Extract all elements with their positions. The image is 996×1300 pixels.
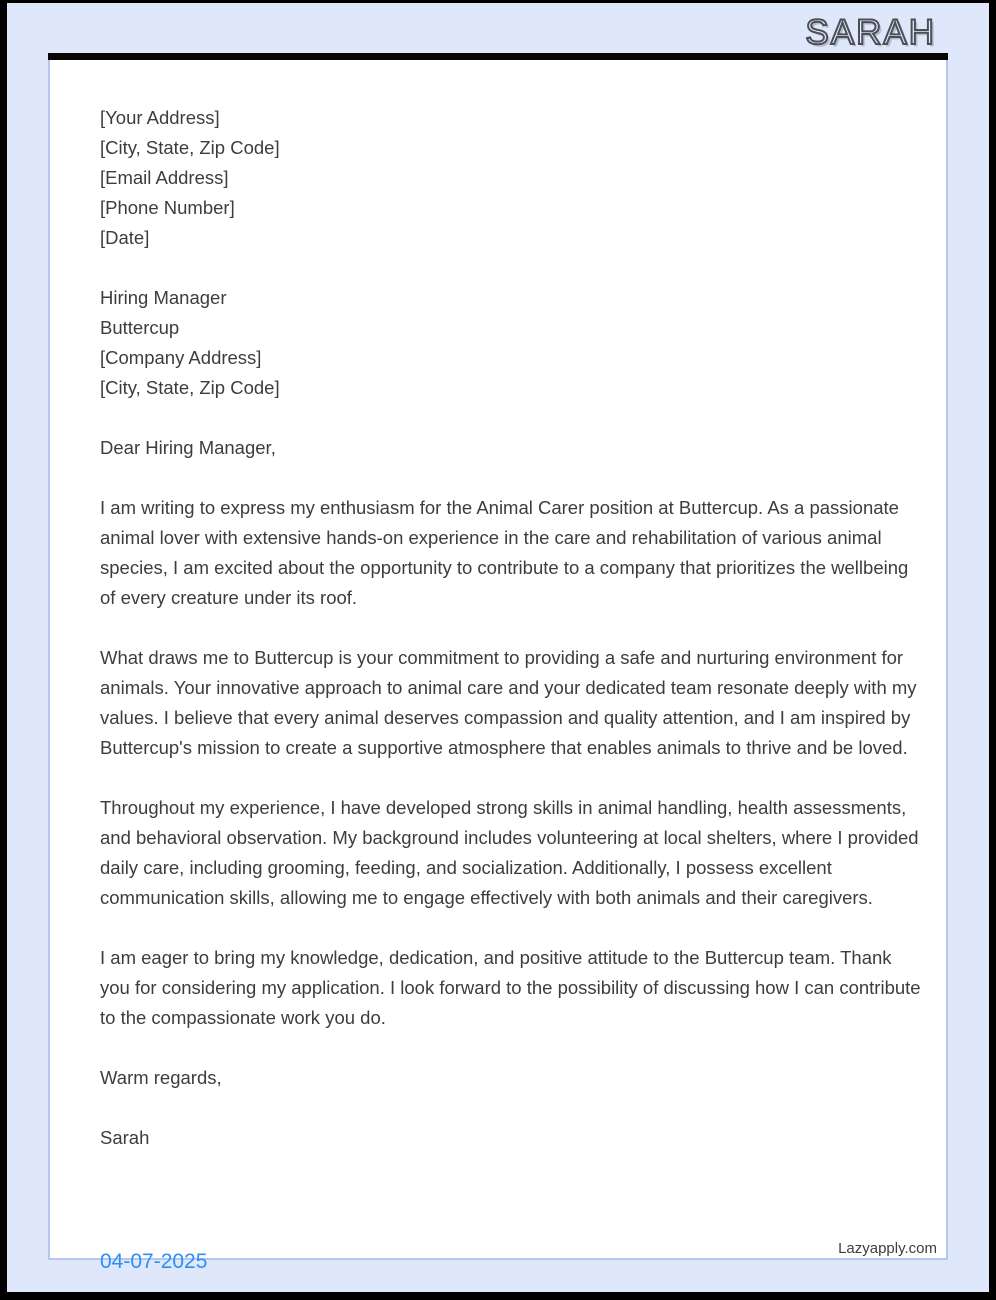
signature-name: Sarah <box>100 1127 150 1148</box>
paragraph-conclusion: I am eager to bring my knowledge, dedication, and positive attitude to the Buttercup team. Thank you for considering my application. I look forward to the possibility of discussing how I can contribute to the compassionate work you do. <box>100 947 921 1028</box>
letter-sheet <box>48 60 948 1260</box>
recipient-address-block <box>100 283 922 403</box>
watermark-text: Lazyapply.com <box>838 1240 937 1257</box>
footer-date: 04-07-2025 <box>100 1250 208 1273</box>
recipient-address-line: [Company Address] <box>100 347 262 368</box>
sender-email-line: [Email Address] <box>100 167 229 188</box>
recipient-company-line: Buttercup <box>100 317 180 338</box>
letter-content <box>100 103 922 1153</box>
recipient-title-line: Hiring Manager <box>100 287 227 308</box>
sender-date-line: [Date] <box>100 227 150 248</box>
salutation: Dear Hiring Manager, <box>100 437 276 458</box>
paragraph-motivation: What draws me to Buttercup is your commitment to providing a safe and nurturing environment for animals. Your innovative approach to animal care and your dedicated team resonate deeply with my values. I believe that every animal deserves compassion and quality attention, and I am inspired by Buttercup's mission to create a supportive atmosphere that enables animals to thrive and be loved. <box>100 647 917 758</box>
sender-address-block <box>100 103 922 253</box>
brand-name-heading: SARAH <box>805 13 936 52</box>
sender-phone-line: [Phone Number] <box>100 197 235 218</box>
closing-phrase: Warm regards, <box>100 1067 222 1088</box>
sender-address-line: [Your Address] <box>100 107 220 128</box>
paragraph-introduction: I am writing to express my enthusiasm for the Animal Carer position at Buttercup. As a passionate animal lover with extensive hands-on experience in the care and rehabilitation of various animal species, I am excited about the opportunity to contribute to a company that prioritizes the wellbeing of every creature under its roof. <box>100 497 909 608</box>
paragraph-experience: Throughout my experience, I have developed strong skills in animal handling, health assessments, and behavioral observation. My background includes volunteering at local shelters, where I provided daily care, including grooming, feeding, and socialization. Additionally, I possess excellent communication skills, allowing me to engage effectively with both animals and their caregivers. <box>100 797 919 908</box>
sender-city-line: [City, State, Zip Code] <box>100 137 280 158</box>
recipient-city-line: [City, State, Zip Code] <box>100 377 280 398</box>
header-divider-bar <box>48 53 948 60</box>
